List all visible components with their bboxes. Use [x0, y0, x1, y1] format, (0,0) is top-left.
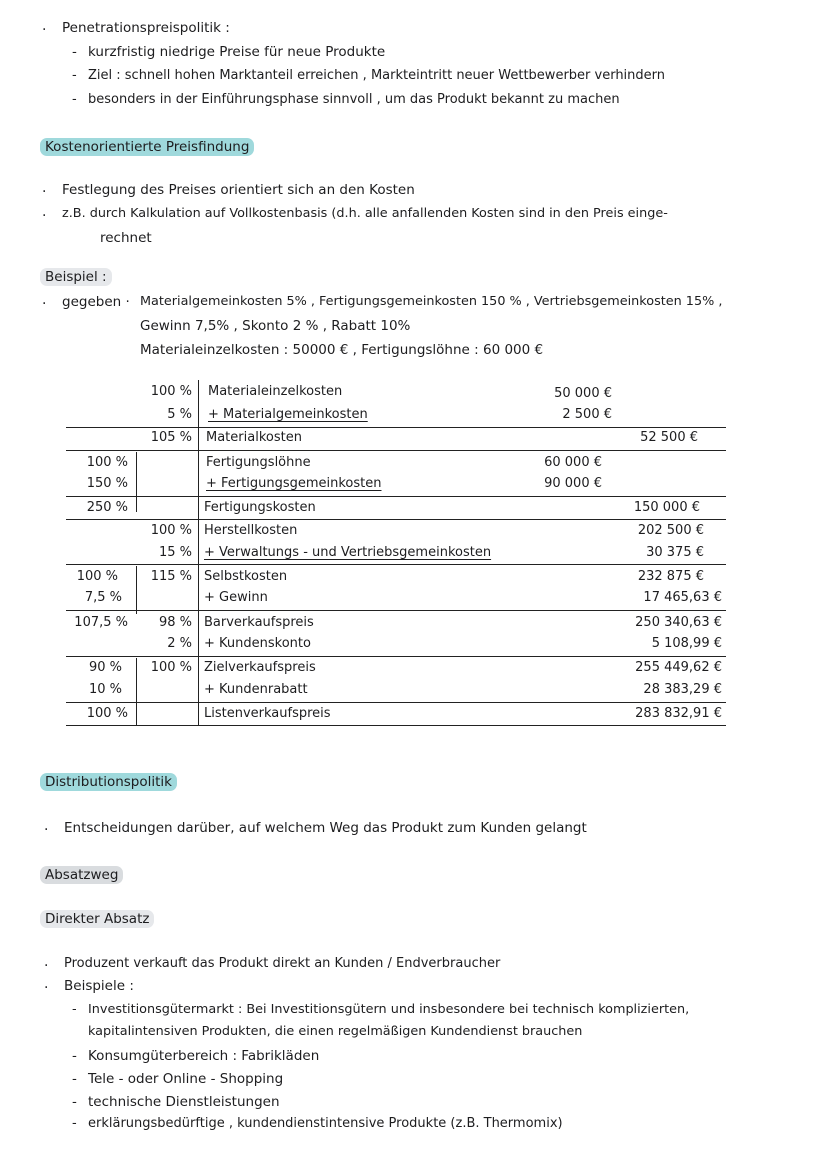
row-percent-inner: 2 %	[167, 636, 192, 651]
bullet-dot: ·	[42, 184, 47, 200]
pricing-point: - besonders in der Einführungsphase sinnvoll , um das Produkt bekannt zu machen	[88, 92, 620, 107]
pricing-point: - kurzfristig niedrige Preise für neue Produkte	[88, 44, 385, 60]
subtitle-absatzweg: Absatzweg	[40, 866, 123, 884]
given-line: Materialgemeinkosten 5% , Fertigungsgemeinkosten 150 % , Vertriebsgemeinkosten 15% ,	[140, 294, 723, 309]
row-label: + Gewinn	[204, 590, 268, 605]
distribution-line: Entscheidungen darüber, auf welchem Weg das Produkt zum Kunden gelangt	[64, 820, 587, 836]
bullet-dot: ·	[42, 296, 47, 312]
row-label: + Verwaltungs - und Vertriebsgemeinkosten	[204, 545, 492, 560]
distribution-line: Produzent verkauft das Produkt direkt an Kunden / Endverbraucher	[64, 956, 501, 971]
subtitle-direkter-absatz: Direkter Absatz	[40, 910, 154, 928]
row-total: 28 383,29 €	[643, 682, 722, 697]
row-label: Materialeinzelkosten	[208, 384, 343, 399]
example-item-cont: kapitalintensiven Produkten, die einen regelmäßigen Kundendienst brauchen	[88, 1024, 583, 1039]
row-label: Listenverkaufspreis	[204, 706, 331, 721]
cost-pricing-line: z.B. durch Kalkulation auf Vollkostenbasis (d.h. alle anfallenden Kosten sind in den Preis einge-	[62, 206, 668, 221]
row-total: 202 500 €	[637, 523, 704, 538]
section-title-cost-pricing: Kostenorientierte Preisfindung	[40, 138, 254, 156]
row-label: Fertigungslöhne	[206, 455, 311, 470]
table-divider	[198, 380, 199, 725]
row-total: 250 340,63 €	[635, 615, 722, 630]
row-percent-outer: 150 %	[86, 476, 128, 491]
example-item: - erklärungsbedürftige , kundendienstintensive Produkte (z.B. Thermomix)	[88, 1116, 563, 1131]
given-line: Materialeinzelkosten : 50000 € , Fertigungslöhne : 60 000 €	[140, 342, 544, 358]
row-percent-outer: 100 %	[76, 569, 118, 584]
table-rule	[66, 725, 726, 726]
row-label: + Kundenrabatt	[204, 682, 308, 697]
row-label: Zielverkaufspreis	[204, 660, 316, 675]
row-percent-outer: 107,5 %	[74, 615, 128, 630]
bullet-dot: ·	[42, 208, 47, 224]
cost-pricing-line-cont: rechnet	[100, 230, 152, 246]
row-label: Barverkaufspreis	[204, 615, 314, 630]
row-percent-inner: 105 %	[150, 430, 192, 445]
bullet-dot: ·	[44, 958, 49, 974]
row-percent-inner: 100 %	[150, 660, 192, 675]
table-rule	[66, 702, 726, 703]
row-value: 60 000 €	[544, 455, 602, 470]
given-line: Gewinn 7,5% , Skonto 2 % , Rabatt 10%	[140, 318, 411, 334]
row-value: 90 000 €	[544, 476, 602, 491]
bullet-dot: ·	[42, 22, 47, 38]
row-total: 150 000 €	[633, 500, 700, 515]
row-total: 52 500 €	[640, 430, 698, 445]
row-total: 17 465,63 €	[643, 590, 722, 605]
example-title: Beispiel :	[40, 268, 112, 286]
table-rule	[66, 450, 726, 451]
row-percent-inner: 5 %	[167, 407, 192, 422]
pricing-heading: Penetrationspreispolitik :	[62, 20, 230, 36]
row-total: 232 875 €	[637, 569, 704, 584]
row-total: 5 108,99 €	[651, 636, 722, 651]
examples-label: Beispiele :	[64, 978, 134, 994]
row-label: Materialkosten	[206, 430, 302, 445]
row-label: Fertigungskosten	[204, 500, 316, 515]
row-percent-outer: 100 %	[86, 455, 128, 470]
row-label: + Kundenskonto	[204, 636, 311, 651]
row-percent-outer: 10 %	[88, 682, 122, 697]
row-percent-outer: 250 %	[86, 500, 128, 515]
section-title-distribution: Distributionspolitik	[40, 773, 177, 791]
row-percent-outer: 90 %	[88, 660, 122, 675]
table-rule	[66, 496, 726, 497]
row-percent-inner: 115 %	[150, 569, 192, 584]
row-label: + Fertigungsgemeinkosten	[206, 476, 382, 491]
row-percent-inner: 100 %	[150, 523, 192, 538]
row-percent-inner: 100 %	[150, 384, 192, 399]
table-rule	[66, 610, 726, 611]
row-label: Herstellkosten	[204, 523, 298, 538]
row-total: 283 832,91 €	[635, 706, 722, 721]
row-label: Selbstkosten	[204, 569, 288, 584]
row-percent-inner: 98 %	[158, 615, 192, 630]
table-divider	[136, 452, 137, 512]
table-rule	[66, 564, 726, 565]
row-label: + Materialgemeinkosten	[208, 407, 368, 422]
example-item: - Investitionsgütermarkt : Bei Investitionsgütern und insbesondere bei technisch komplizierten,	[88, 1002, 689, 1017]
table-rule	[66, 427, 726, 428]
pricing-point: - Ziel : schnell hohen Marktanteil erreichen , Markteintritt neuer Wettbewerber verhindern	[88, 68, 665, 83]
row-value: 50 000 €	[554, 386, 612, 401]
row-percent-outer: 7,5 %	[84, 590, 122, 605]
table-rule	[66, 519, 726, 520]
example-item: - technische Dienstleistungen	[88, 1094, 280, 1110]
row-total: 30 375 €	[646, 545, 704, 560]
example-item: - Tele - oder Online - Shopping	[88, 1071, 283, 1087]
row-total: 255 449,62 €	[635, 660, 722, 675]
bullet-dot: ·	[44, 822, 49, 838]
row-value: 2 500 €	[562, 407, 612, 422]
bullet-dot: ·	[44, 980, 49, 996]
row-percent-outer: 100 %	[86, 706, 128, 721]
row-percent-inner: 15 %	[158, 545, 192, 560]
cost-pricing-line: Festlegung des Preises orientiert sich an den Kosten	[62, 182, 415, 198]
given-label: gegeben ·	[62, 294, 130, 310]
table-rule	[66, 656, 726, 657]
example-item: - Konsumgüterbereich : Fabrikläden	[88, 1048, 319, 1064]
